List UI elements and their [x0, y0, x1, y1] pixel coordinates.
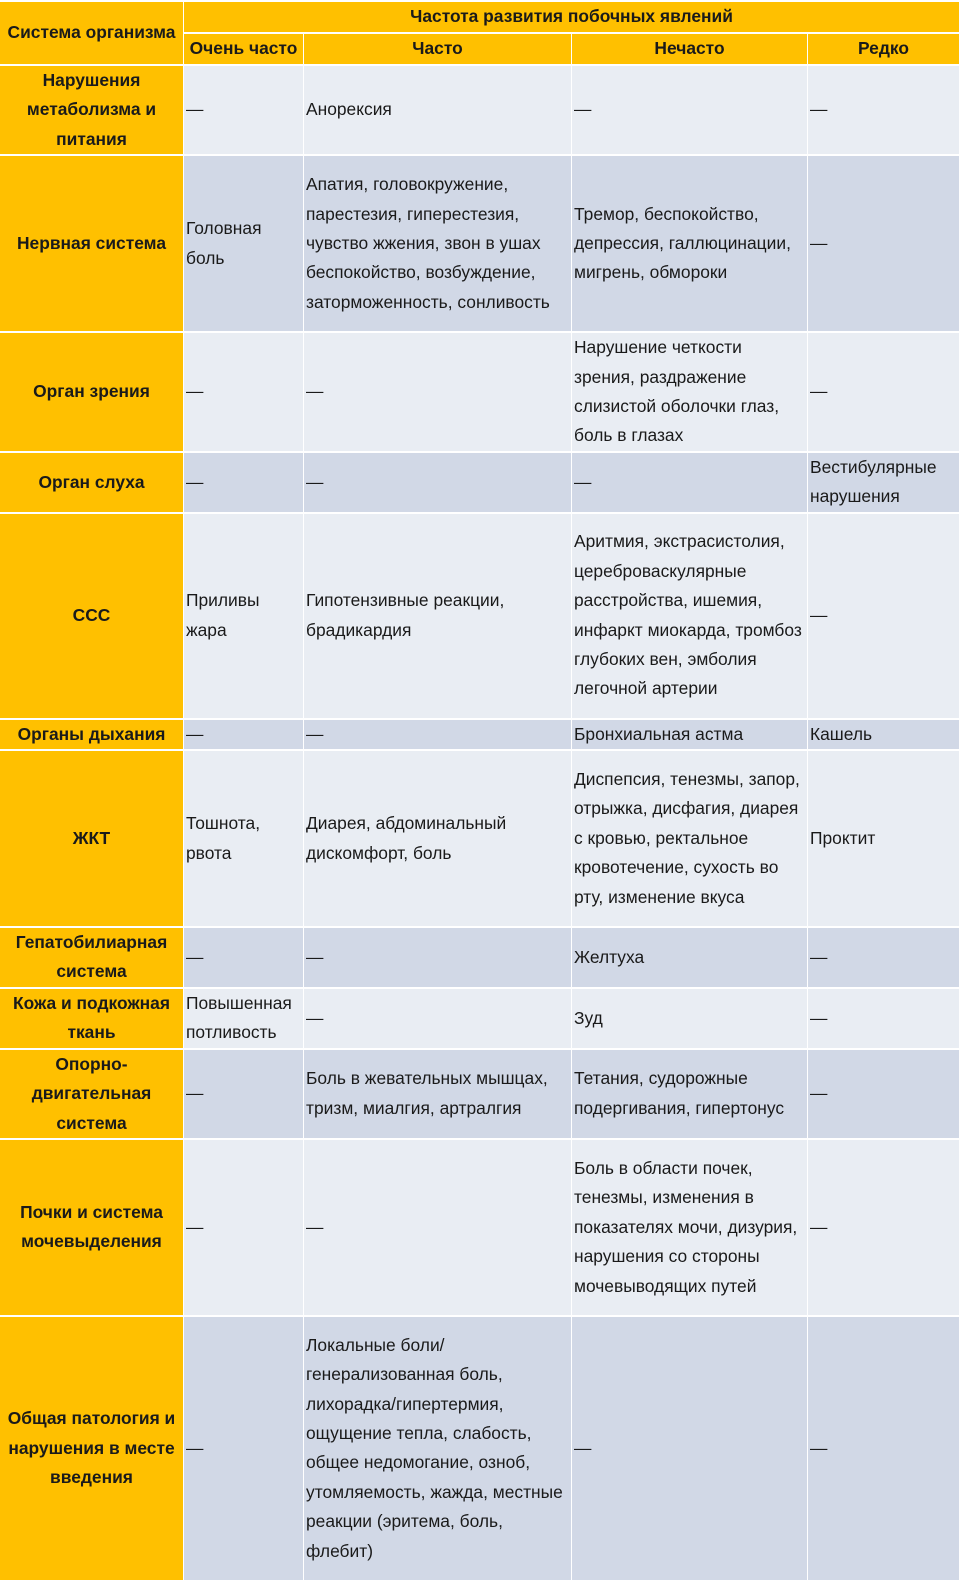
cell-uncommon: — [572, 1317, 808, 1582]
cell-uncommon: Аритмия, экстрасистолия, цереброваскулярные расстройства, ишемия, инфаркт миокарда, тромбоз глубоких вен, эмболия легочной артерии [572, 514, 808, 720]
cell-very-often: — [184, 1050, 304, 1140]
cell-uncommon: — [572, 66, 808, 156]
table-row [0, 751, 960, 928]
column-header-very-often: Очень часто [184, 34, 304, 66]
table-row [0, 333, 960, 453]
row-system: Общая патология и нарушения в месте введения [0, 1317, 184, 1582]
cell-uncommon: Зуд [572, 989, 808, 1050]
column-header-uncommon: Нечасто [572, 34, 808, 66]
table-row [0, 928, 960, 989]
cell-very-often: — [184, 720, 304, 751]
row-system: Опорно-двигательная система [0, 1050, 184, 1140]
row-system: Органы дыхания [0, 720, 184, 751]
cell-very-often: — [184, 1140, 304, 1317]
cell-very-often: — [184, 333, 304, 453]
table-row [0, 720, 960, 751]
table-row [0, 453, 960, 514]
column-header-rare: Редко [808, 34, 960, 66]
cell-often: — [304, 928, 572, 989]
table-row [0, 66, 960, 156]
cell-often: — [304, 1140, 572, 1317]
table-row [0, 514, 960, 720]
column-header-often: Часто [304, 34, 572, 66]
cell-rare: — [808, 514, 960, 720]
cell-often: Локальные боли/генерализованная боль, лихорадка/гипертермия, ощущение тепла, слабость, общее недомогание, озноб, утомляемость, жажда, местные реакции (эритема, боль, флебит) [304, 1317, 572, 1582]
side-effects-table [0, 2, 960, 1582]
cell-very-often: — [184, 1317, 304, 1582]
cell-often: — [304, 989, 572, 1050]
cell-uncommon: Тетания, судорожные подергивания, гипертонус [572, 1050, 808, 1140]
cell-uncommon: Тремор, беспокойство, депрессия, галлюцинации, мигрень, обмороки [572, 156, 808, 333]
table-row [0, 1317, 960, 1582]
cell-rare: — [808, 156, 960, 333]
cell-very-often: Повышенная потливость [184, 989, 304, 1050]
row-system: Нервная система [0, 156, 184, 333]
row-system: Орган слуха [0, 453, 184, 514]
cell-often: — [304, 333, 572, 453]
cell-uncommon: Нарушение четкости зрения, раздражение слизистой оболочки глаз, боль в глазах [572, 333, 808, 453]
row-system: ЖКТ [0, 751, 184, 928]
row-system: ССС [0, 514, 184, 720]
table-row [0, 156, 960, 333]
row-system: Нарушения метаболизма и питания [0, 66, 184, 156]
cell-very-often: Приливы жара [184, 514, 304, 720]
row-system: Гепатобилиарная система [0, 928, 184, 989]
corner-header: Система организма [0, 2, 184, 66]
cell-very-often: — [184, 453, 304, 514]
cell-uncommon: Бронхиальная астма [572, 720, 808, 751]
cell-often: Гипотензивные реакции, брадикардия [304, 514, 572, 720]
table-row [0, 989, 960, 1050]
cell-often: Анорексия [304, 66, 572, 156]
cell-rare: — [808, 1050, 960, 1140]
cell-often: Диарея, абдоминальный дискомфорт, боль [304, 751, 572, 928]
cell-rare: Кашель [808, 720, 960, 751]
cell-very-often: — [184, 928, 304, 989]
row-system: Кожа и подкожная ткань [0, 989, 184, 1050]
cell-uncommon: Желтуха [572, 928, 808, 989]
cell-often: — [304, 720, 572, 751]
frequency-group-header: Частота развития побочных явлений [184, 2, 960, 34]
cell-often: Боль в жевательных мышцах, тризм, миалгия, артралгия [304, 1050, 572, 1140]
cell-uncommon: Боль в области почек, тенезмы, изменения в показателях мочи, дизурия, нарушения со стороны мочевыводящих путей [572, 1140, 808, 1317]
row-system: Почки и система мочевыделения [0, 1140, 184, 1317]
cell-very-often: Головная боль [184, 156, 304, 333]
cell-often: Апатия, головокружение, парестезия, гиперестезия, чувство жжения, звон в ушах беспокойство, возбуждение, заторможенность, сонливость [304, 156, 572, 333]
cell-rare: Вестибулярные нарушения [808, 453, 960, 514]
cell-rare: — [808, 333, 960, 453]
cell-rare: — [808, 66, 960, 156]
cell-rare: — [808, 928, 960, 989]
cell-uncommon: Диспепсия, тенезмы, запор, отрыжка, дисфагия, диарея с кровью, ректальное кровотечение, сухость во рту, изменение вкуса [572, 751, 808, 928]
cell-uncommon: — [572, 453, 808, 514]
table-row [0, 1140, 960, 1317]
cell-very-often: Тошнота, рвота [184, 751, 304, 928]
table-row [0, 1050, 960, 1140]
row-system: Орган зрения [0, 333, 184, 453]
cell-often: — [304, 453, 572, 514]
cell-rare: — [808, 989, 960, 1050]
cell-rare: Проктит [808, 751, 960, 928]
cell-rare: — [808, 1317, 960, 1582]
cell-rare: — [808, 1140, 960, 1317]
cell-very-often: — [184, 66, 304, 156]
